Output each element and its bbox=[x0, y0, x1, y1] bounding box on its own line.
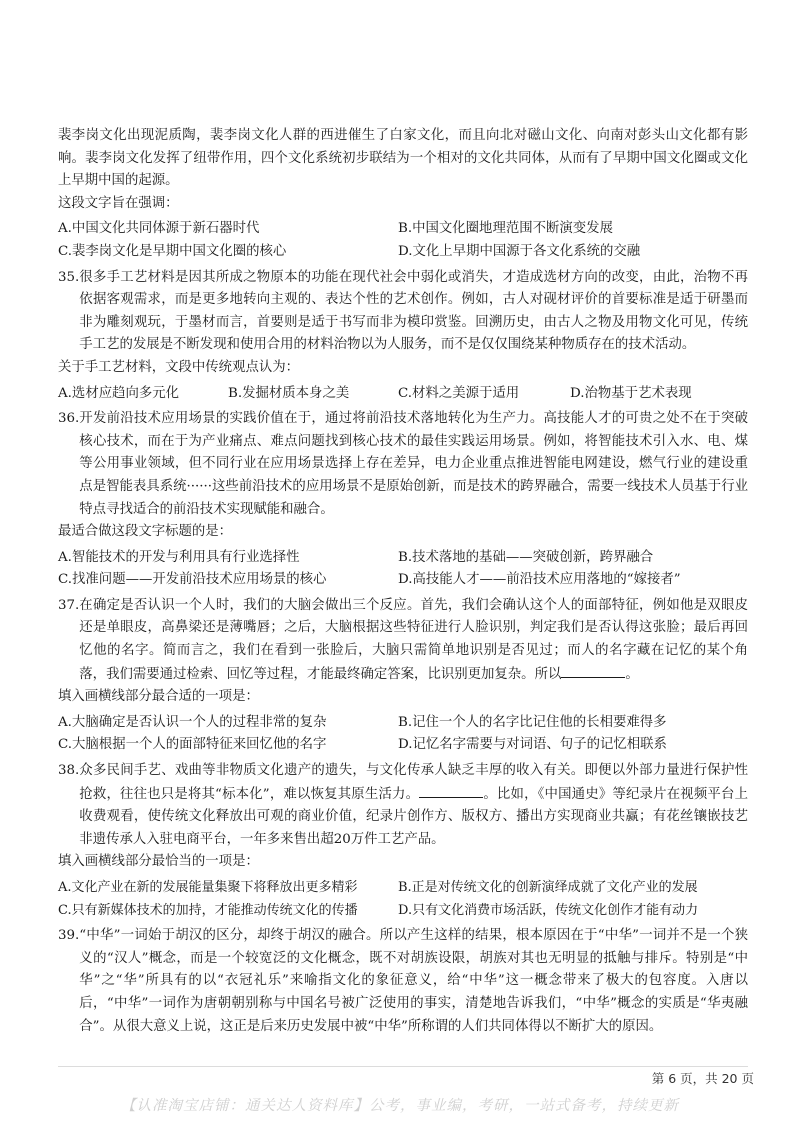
question-37 bbox=[58, 595, 748, 757]
option-c[interactable]: C.找准问题——开发前沿技术应用场景的核心 bbox=[58, 572, 327, 588]
question-text: 众多民间手艺、戏曲等非物质文化遗产的遗失，与文化传承人缺乏丰厚的收入有关。即便以外部力量进行保护性抢救，往往也只是将其“标本化”，难以恢复其原生活力。 bbox=[79, 763, 748, 802]
question-38 bbox=[58, 760, 748, 922]
option-b[interactable]: B.记住一个人的名字比记住他的长相要难得多 bbox=[398, 714, 667, 730]
question-text-wrapper bbox=[79, 760, 748, 851]
option-b[interactable]: B.发掘材质本身之美 bbox=[228, 385, 350, 401]
option-d[interactable]: D.高技能人才——前沿技术应用落地的“嫁接者” bbox=[398, 572, 681, 588]
question-number: 38. bbox=[58, 763, 80, 779]
question-number: 39. bbox=[58, 928, 80, 944]
question-text-end: 。 bbox=[625, 666, 639, 682]
option-d[interactable]: D.只有文化消费市场活跃，传统文化创作才能有动力 bbox=[398, 902, 699, 918]
answer-options bbox=[58, 383, 748, 406]
answer-options bbox=[58, 547, 748, 592]
answer-options bbox=[58, 218, 748, 263]
option-c[interactable]: C.只有新媒体技术的加持，才能推动传统文化的传播 bbox=[58, 902, 358, 918]
footer-divider bbox=[58, 1066, 748, 1067]
question-36 bbox=[58, 408, 748, 592]
question-34-continued bbox=[58, 125, 748, 264]
question-text-end: 。比如，《中国通史》等纪录片在视频平台上收费观看，使传统文化释放出可观的商业价值，纪录片创作方、版权方、播出方实现商业共赢；有花丝镶嵌技艺非遗传承人入驻电商平台，一年多来售出超20万件工艺产品。 bbox=[79, 786, 748, 847]
answer-options bbox=[58, 712, 748, 757]
question-prompt: 关于手工艺材料，文段中传统观点认为： bbox=[58, 359, 300, 375]
page-number: 第 6 页，共 20 页 bbox=[651, 1071, 754, 1086]
question-text: 在确定是否认识一个人时，我们的大脑会做出三个反应。首先，我们会确认这个人的面部特征，例如他是双眼皮还是单眼皮，高鼻梁还是薄嘴唇；之后，大脑根据这些特征进行人脸识别，判定我们是否认得这张脸；最后再回忆他的名字。简而言之，我们在看到一张脸后，大脑只需简单地识别是否见过；而人的名字藏在记忆的某个角落，我们需要通过检索、回忆等过程，才能最终确定答案，比识别更加复杂。所以 bbox=[79, 597, 748, 682]
option-a[interactable]: A.选材应趋向多元化 bbox=[58, 385, 180, 401]
option-d[interactable]: D.文化上早期中国源于各文化系统的交融 bbox=[398, 243, 641, 259]
option-b[interactable]: B.技术落地的基础——突破创新，跨界融合 bbox=[398, 549, 654, 565]
question-39 bbox=[58, 925, 748, 1038]
option-a[interactable]: A.中国文化共同体源于新石器时代 bbox=[58, 221, 260, 237]
question-text: 开发前沿技术应用场景的实践价值在于，通过将前沿技术落地转化为生产力。高技能人才的可贵之处不在于突破核心技术，而在于为产业痛点、难点问题找到核心技术的最佳实践运用场景。例如，将智能技术引入水、电、煤等公用事业领域，但不同行业在应用场景选择上存在差异，电力企业重点推进智能电网建设，燃气行业的建设重点是智能表具系统······这些前沿技术的应用场景不是原始创新，而是技术的跨界融合，需要一线技术人员基于行业特点寻找适合的前沿技术实现赋能和融合。 bbox=[79, 411, 748, 517]
option-b[interactable]: B.正是对传统文化的创新演绎成就了文化产业的发展 bbox=[398, 880, 698, 895]
option-c[interactable]: C.材料之美源于适用 bbox=[398, 385, 520, 401]
question-number: 36. bbox=[58, 411, 80, 427]
question-prompt: 这段文字旨在强调： bbox=[58, 195, 179, 211]
option-b[interactable]: B.中国文化圈地理范围不断演变发展 bbox=[398, 221, 613, 237]
option-c[interactable]: C.大脑根据一个人的面部特征来回忆他的名字 bbox=[58, 737, 327, 753]
question-number: 35. bbox=[58, 269, 80, 285]
page-content bbox=[58, 122, 748, 1038]
fill-blank bbox=[561, 663, 625, 678]
question-text: 裴李岗文化出现泥质陶，裴李岗文化人群的西进催生了白家文化，而且向北对磁山文化、向南对彭头山文化都有影响。裴李岗文化发挥了纽带作用，四个文化系统初步联结为一个相对的文化共同体，从而有了早期中国文化圈或文化上早期中国的起源。 bbox=[58, 128, 748, 189]
answer-options bbox=[58, 877, 748, 922]
question-prompt: 填入画横线部分最合适的一项是： bbox=[58, 689, 259, 705]
option-d[interactable]: D.治物基于艺术表现 bbox=[570, 385, 692, 401]
question-text: “中华”一词始于胡汉的区分，却终于胡汉的融合。所以产生这样的结果，根本原因在于“中华”一词并不是一个狭义的“汉人”概念，而是一个较宽泛的文化概念，既不对胡族设限，胡族对其也无明显的抵触与排斥。特别是“中华”之“华”所具有的以“衣冠礼乐”来喻指文化的象征意义，给“中华”这一概念带来了极大的包容度。入唐以后，“中华”一词作为唐朝朝别称与中国名号被广泛使用的事实，清楚地告诉我们，“中华”概念的实质是“华夷融合”。从很大意义上说，这正是后来历史发展中被“中华”所称谓的人们共同体得以不断扩大的原因。 bbox=[79, 928, 748, 1034]
question-text: 很多手工艺材料是因其所成之物原本的功能在现代社会中弱化或消失，才造成选材方向的改变，由此，治物不再依据客观需求，而是更多地转向主观的、表达个性的艺术创作。例如，古人对砚材评价的首要标准是适于研墨而非为雕刻观玩，于墨材而言，首要则是适于书写而非为模印赏鉴。回溯历史，由古人之物及用物文化可见，传统手工艺的发展是不断发现和使用合用的材料治物以为人服务，而不是仅仅围绕某种物质存在的技术活动。 bbox=[79, 269, 748, 353]
option-a[interactable]: A.智能技术的开发与利用具有行业选择性 bbox=[58, 549, 300, 565]
option-a[interactable]: A.文化产业在新的发展能量集聚下将释放出更多精彩 bbox=[58, 880, 358, 895]
question-text-wrapper bbox=[79, 595, 748, 686]
question-35 bbox=[58, 267, 748, 406]
option-d[interactable]: D.记忆名字需要与对词语、句子的记忆相联系 bbox=[398, 737, 667, 753]
fill-blank bbox=[419, 783, 483, 798]
option-c[interactable]: C.裴李岗文化是早期中国文化圈的核心 bbox=[58, 243, 287, 259]
store-watermark: 【认准淘宝店铺：通关达人资料库】公考，事业编，考研，一站式备考，持续更新 bbox=[121, 1098, 679, 1114]
question-prompt: 填入画横线部分最恰当的一项是： bbox=[58, 854, 259, 870]
option-a[interactable]: A.大脑确定是否认识一个人的过程非常的复杂 bbox=[58, 714, 327, 730]
question-number: 37. bbox=[58, 597, 80, 613]
question-prompt: 最适合做这段文字标题的是： bbox=[58, 524, 233, 540]
